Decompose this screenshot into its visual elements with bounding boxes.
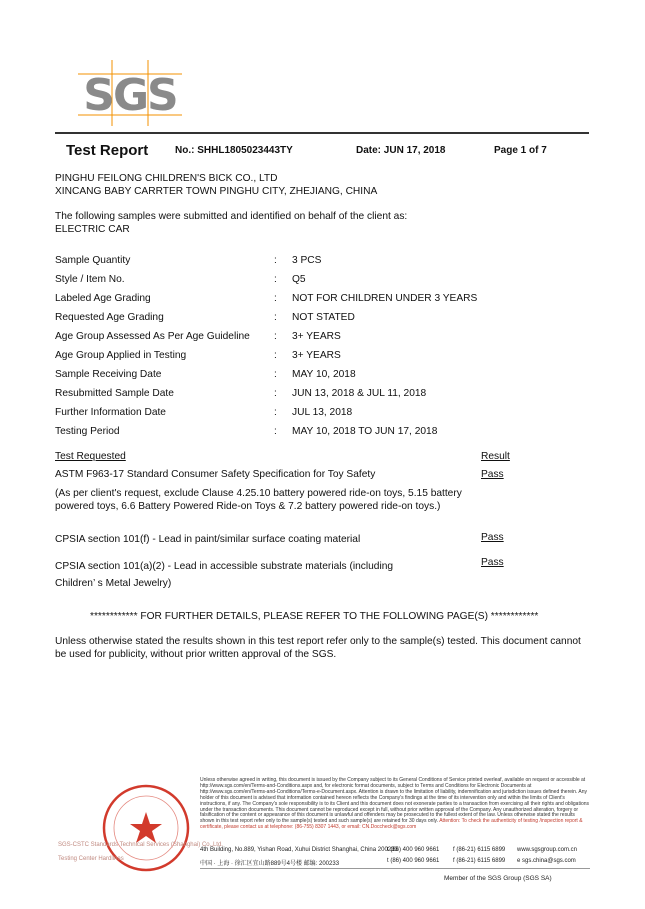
info-label: Style / Item No.: [55, 274, 125, 285]
info-label: Labeled Age Grading: [55, 293, 151, 304]
sgs-logo: [78, 60, 182, 126]
info-value: NOT STATED: [292, 312, 355, 323]
logo-text: SGS: [83, 70, 177, 121]
result-header: Result: [481, 451, 510, 462]
info-colon: :: [274, 274, 277, 285]
company-seal: [96, 778, 196, 878]
info-label: Further Information Date: [55, 407, 166, 418]
disclaimer: Unless otherwise stated the results shown in this test report refer only to the sample(s) tested. This document cannot be used for publicity, without prior written approval of the SGS.: [55, 636, 581, 660]
further-details: ************ FOR FURTHER DETAILS, PLEASE REFER TO THE FOLLOWING PAGE(S) ************: [90, 611, 539, 622]
info-colon: :: [274, 407, 277, 418]
info-colon: :: [274, 293, 277, 304]
info-value: JUN 13, 2018 & JUL 11, 2018: [292, 388, 427, 399]
info-value: 3+ YEARS: [292, 331, 341, 342]
info-colon: :: [274, 350, 277, 361]
test-item: CPSIA section 101(f) - Lead in paint/similar surface coating material: [55, 534, 361, 545]
info-value: NOT FOR CHILDREN UNDER 3 YEARS: [292, 293, 478, 304]
info-value: 3+ YEARS: [292, 350, 341, 361]
info-row: [55, 274, 535, 293]
info-label: Sample Receiving Date: [55, 369, 162, 380]
test-result: Pass: [481, 532, 504, 543]
info-label: Requested Age Grading: [55, 312, 164, 323]
email: e sgs.china@sgs.com: [517, 858, 576, 864]
tel-en: t (86) 400 960 9661: [387, 847, 440, 853]
info-row: [55, 293, 535, 312]
terms-body: Unless otherwise agreed in writing, this document is issued by the Company subject to its General Conditions of Service printed overleaf, available on request or accessible at http://www.sgs.com/en/Terms-and-Conditions.aspx and, for electronic format documents, subject to Terms and Conditions for Electronic Documents at http://www.sgs.com/en/Terms-and-Conditions/Terms-e-Document.aspx. Attention is drawn to the limitation of liability, indemnification and jurisdiction issues defined therein. Any holder of this document is advised that information contained hereon reflects the Company's findings at the time of its intervention only and within the limits of Client's instructions, if any. The Company's sole responsibility is to its Client and this document does not exonerate parties to a transaction from exercising all their rights and obligations under the transaction documents. This document cannot be reproduced except in full, without prior written approval of the Company. Any unauthorized alteration, forgery or falsification of the content or appearance of this document is unlawful and offenders may be prosecuted to the fullest extent of the law. Unless otherwise stated the results shown in this test report refer only to the sample(s) tested and such sample(s) are retained for 30 days only.: [200, 777, 590, 825]
info-label: Sample Quantity: [55, 255, 131, 266]
info-row: [55, 369, 535, 388]
fax-cn: f (86-21) 6115 6899: [453, 858, 506, 864]
report-number: No.: SHHL1805023443TY: [175, 145, 293, 156]
info-label: Age Group Assessed As Per Age Guideline: [55, 331, 250, 342]
sample-name: ELECTRIC CAR: [55, 224, 130, 235]
company-name-en: SGS-CSTC Standards Technical Services (Shanghai) Co.,Ltd.: [58, 842, 223, 848]
test-result: Pass: [481, 557, 504, 568]
test-item-cont: Children’ s Metal Jewelry): [55, 578, 172, 589]
test-note: (As per client's request, exclude Clause 4.25.10 battery powered ride-on toys, 5.15 battery powered toys, 6.6 Battery Powered Ride-on Toys & 7.2 battery powered ride-on toys.): [55, 488, 462, 512]
info-row: [55, 426, 535, 445]
info-colon: :: [274, 426, 277, 437]
attention-note: Attention: To check the authenticity of testing /inspection report & certificate, please contact us at telephone: (86-755) 8307 1443, or email: CN.Doccheck@sgs.com: [200, 818, 583, 831]
info-colon: :: [274, 331, 277, 342]
info-value: MAY 10, 2018: [292, 369, 356, 380]
info-label: Age Group Applied in Testing: [55, 350, 187, 361]
info-colon: :: [274, 388, 277, 399]
info-value: Q5: [292, 274, 306, 285]
fax-en: f (86-21) 6115 6899: [453, 847, 506, 853]
header-rule: [55, 132, 589, 134]
report-title: Test Report: [66, 142, 149, 159]
client-name: PINGHU FEILONG CHILDREN'S BICK CO., LTD: [55, 173, 278, 184]
address-cn: 中国 · 上海 · 徐汇区宜山路889号4号楼 邮编: 200233: [200, 861, 340, 867]
info-row: [55, 331, 535, 350]
info-colon: :: [274, 312, 277, 323]
info-value: 3 PCS: [292, 255, 322, 266]
intro-text: The following samples were submitted and identified on behalf of the client as:: [55, 211, 408, 222]
info-value: JUL 13, 2018: [292, 407, 353, 418]
info-row: [55, 350, 535, 369]
test-result: Pass: [481, 469, 504, 480]
terms-text: [200, 778, 590, 831]
website: www.sgsgroup.com.cn: [517, 847, 578, 853]
info-row: [55, 312, 535, 331]
info-row: [55, 388, 535, 407]
test-requested-header: Test Requested: [55, 451, 126, 462]
info-label: Resubmitted Sample Date: [55, 388, 174, 399]
info-value: MAY 10, 2018 TO JUN 17, 2018: [292, 426, 438, 437]
tel-cn: t (86) 400 960 9661: [387, 858, 440, 864]
footer-divider: [200, 868, 590, 869]
page-number: Page 1 of 7: [494, 145, 547, 156]
info-colon: :: [274, 255, 277, 266]
address-en: 4th Building, No.889, Yishan Road, Xuhui District Shanghai, China 200233: [200, 847, 398, 853]
test-item: CPSIA section 101(a)(2) - Lead in accessible substrate materials (including: [55, 561, 394, 572]
client-address: XINCANG BABY CARRTER TOWN PINGHU CITY, ZHEJIANG, CHINA: [55, 186, 378, 197]
info-colon: :: [274, 369, 277, 380]
test-item: ASTM F963-17 Standard Consumer Safety Specification for Toy Safety: [55, 469, 376, 480]
report-date: Date: JUN 17, 2018: [356, 145, 446, 156]
info-row: [55, 255, 535, 274]
member-text: Member of the SGS Group (SGS SA): [444, 875, 552, 882]
lab-name-en: Testing Center Hardlines: [58, 856, 124, 862]
info-row: [55, 407, 535, 426]
info-label: Testing Period: [55, 426, 120, 437]
